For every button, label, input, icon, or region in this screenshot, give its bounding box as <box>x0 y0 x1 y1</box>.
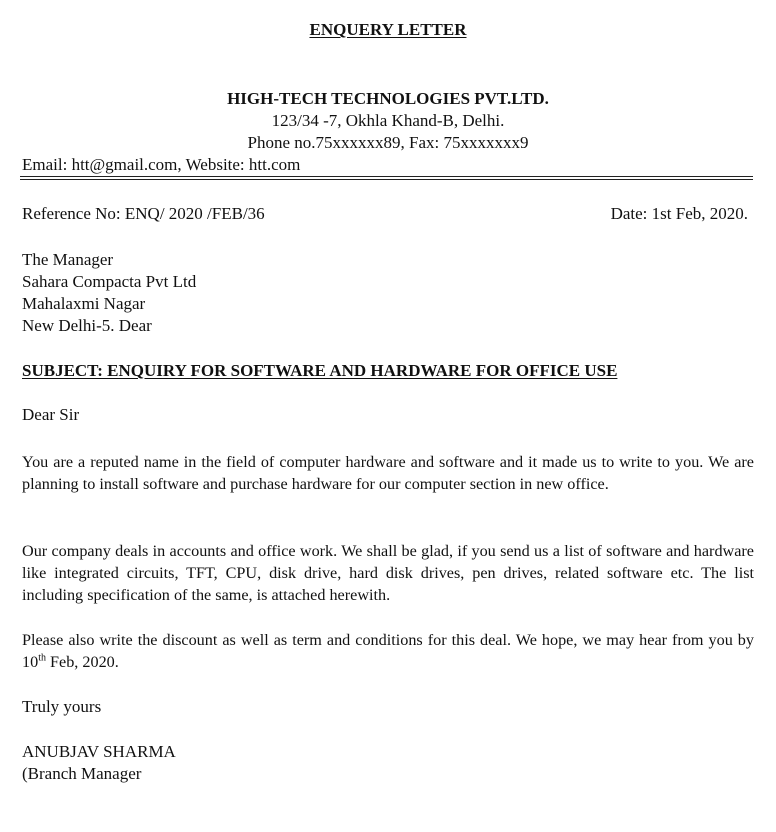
recipient-line: Sahara Compacta Pvt Ltd <box>22 272 197 291</box>
sender-phone-fax: Phone no.75xxxxxx89, Fax: 75xxxxxxx9 <box>247 133 529 152</box>
closing: Truly yours <box>22 697 102 716</box>
body-paragraph-2: Our company deals in accounts and office work. We shall be glad, if you send us a list of software and hardware like integrated circuits, TFT, CPU, disk drive, hard disk drives, pen drives, related software etc. The list including specification of the same, is attached herewith. <box>22 542 754 604</box>
body-paragraph-1: You are a reputed name in the field of computer hardware and software and it made us to write to you. We are planning to install software and purchase hardware for our computer section in new office. <box>22 453 754 493</box>
ordinal-suffix: th <box>38 652 46 664</box>
recipient-line: The Manager <box>22 250 114 269</box>
letter-title: ENQUERY LETTER <box>309 20 467 39</box>
body-paragraph-3-text: Please also write the discount as well as term and conditions for this deal. We hope, we may hear from you by 10 <box>22 631 754 671</box>
signer-title: (Branch Manager <box>22 764 142 783</box>
letter-date: Date: 1st Feb, 2020. <box>610 204 748 223</box>
header-divider-bottom <box>20 179 753 180</box>
salutation: Dear Sir <box>22 405 80 424</box>
reference-number: Reference No: ENQ/ 2020 /FEB/36 <box>22 204 265 223</box>
body-paragraph-3 <box>22 629 754 673</box>
recipient-line: New Delhi-5. Dear <box>22 316 152 335</box>
signer-name: ANUBJAV SHARMA <box>22 742 176 761</box>
recipient-line: Mahalaxmi Nagar <box>22 294 146 313</box>
sender-email-website: Email: htt@gmail.com, Website: htt.com <box>22 155 301 174</box>
sender-address: 123/34 -7, Okhla Khand-B, Delhi. <box>271 111 505 130</box>
header-divider-top <box>20 176 753 177</box>
body-paragraph-3-date: Feb, 2020. <box>45 653 119 671</box>
letter-subject: SUBJECT: ENQUIRY FOR SOFTWARE AND HARDWARE FOR OFFICE USE <box>22 361 618 380</box>
sender-company: HIGH-TECH TECHNOLOGIES PVT.LTD. <box>227 89 549 108</box>
